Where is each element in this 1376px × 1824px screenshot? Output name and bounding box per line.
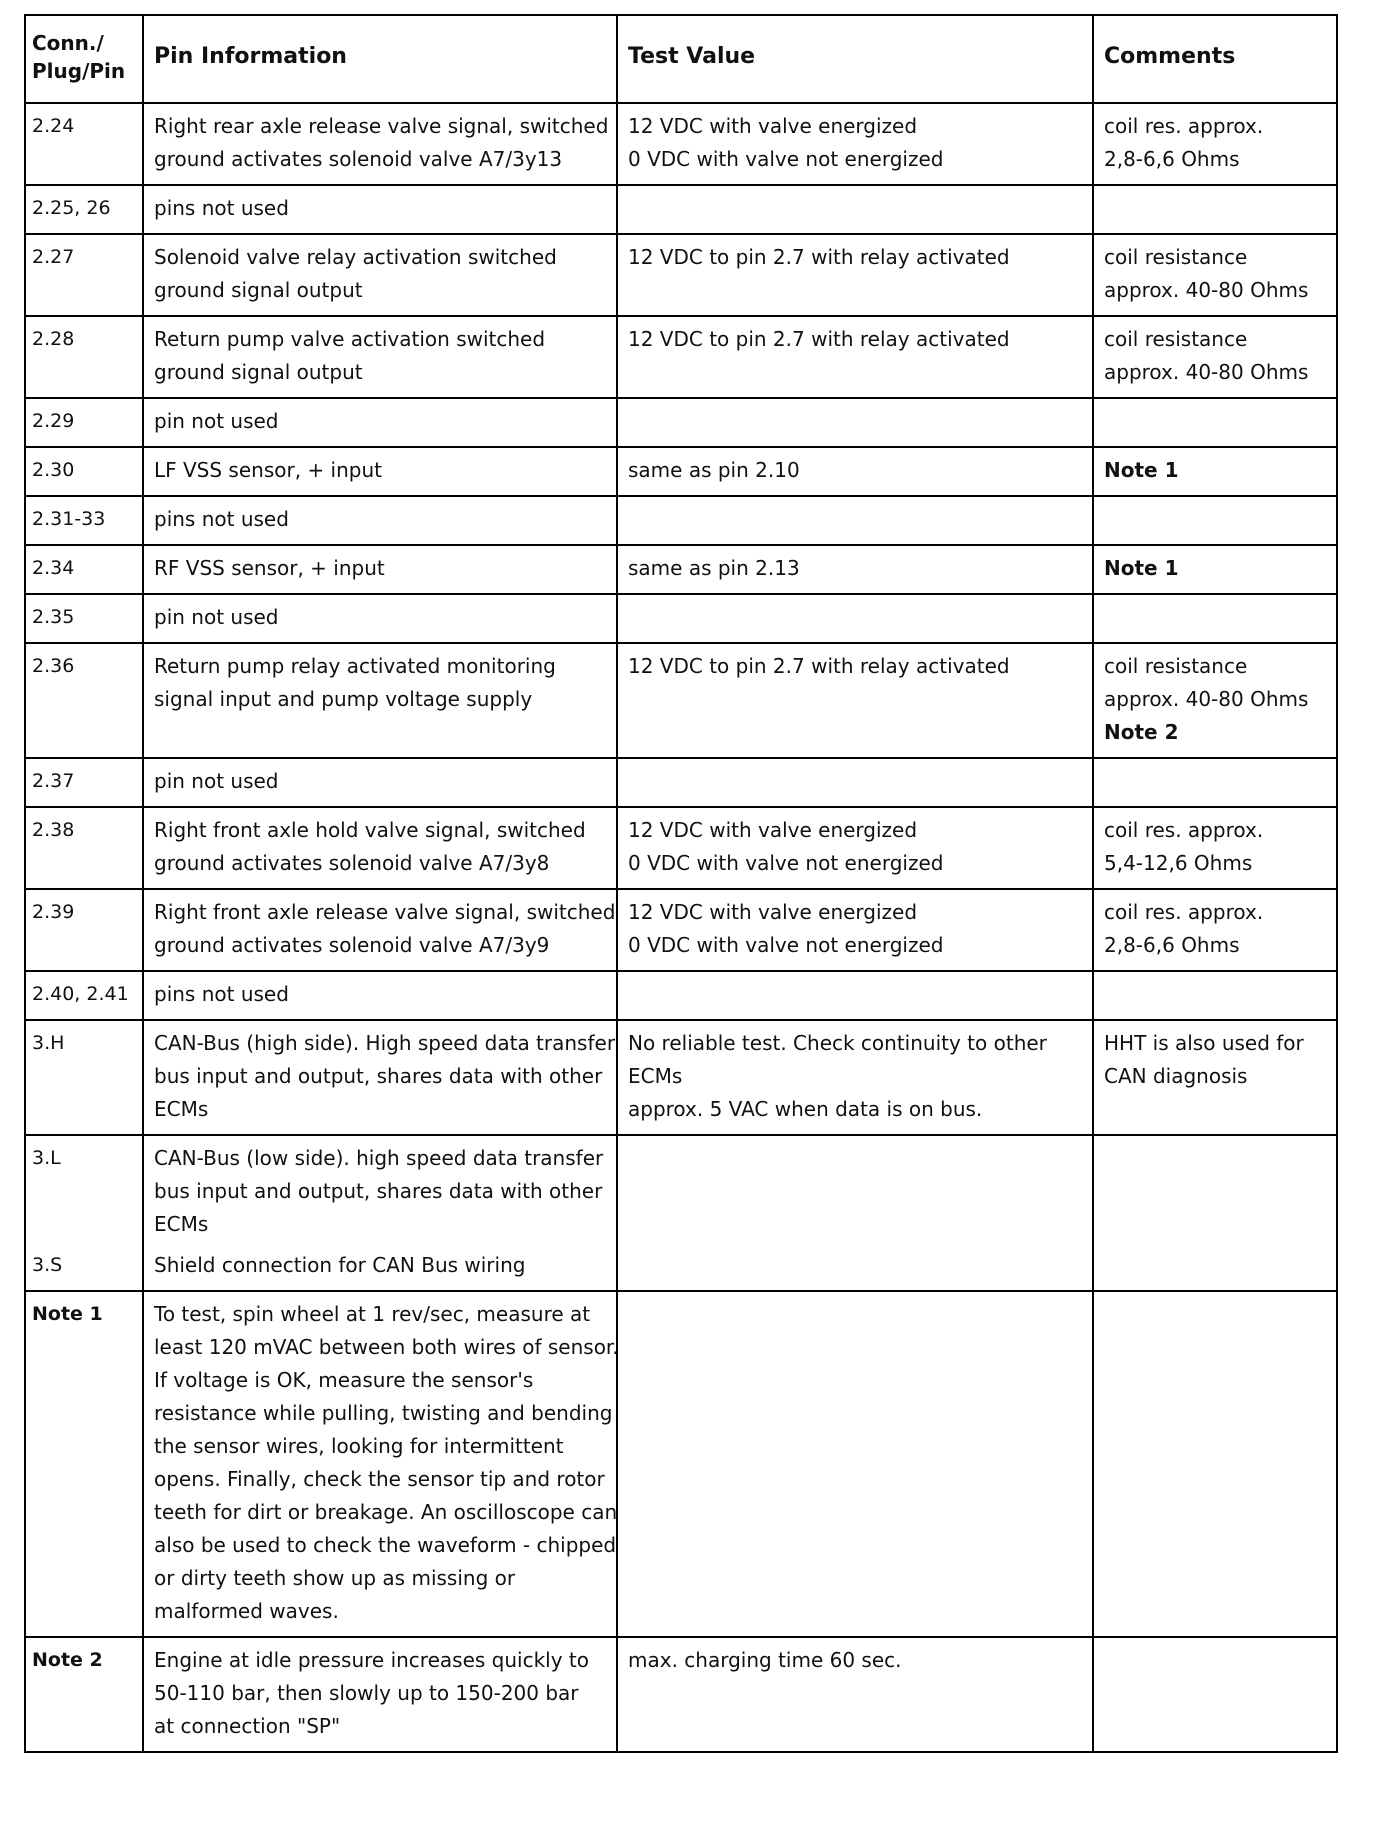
text-line: 0 VDC with valve not energized: [628, 933, 944, 957]
pin-label: 2.34: [32, 557, 75, 579]
table-row: [25, 1020, 1337, 1135]
text-line: bus input and output, shares data with other: [154, 1064, 603, 1088]
cell-test-value: [617, 447, 1093, 496]
cell-test-value: [617, 1135, 1093, 1291]
text-line: pins not used: [154, 982, 289, 1006]
text-line: 12 VDC to pin 2.7 with relay activated: [628, 327, 1010, 351]
cell-test-value: [617, 545, 1093, 594]
text-line: ground signal output: [154, 360, 363, 384]
cell-pin: [25, 496, 143, 545]
text-line: Note 2: [1104, 720, 1179, 744]
cell-pin: [25, 185, 143, 234]
text-line: CAN-Bus (high side). High speed data transfer: [154, 1031, 616, 1055]
cell-comments: [1093, 1020, 1337, 1135]
cell-comments: [1093, 971, 1337, 1020]
table-row: [25, 545, 1337, 594]
text-line: coil resistance: [1104, 245, 1248, 269]
cell-pin: [25, 1020, 143, 1135]
text-line: 12 VDC to pin 2.7 with relay activated: [628, 245, 1010, 269]
cell-test-value: [617, 971, 1093, 1020]
cell-comments: [1093, 234, 1337, 316]
text-line: approx. 40-80 Ohms: [1104, 360, 1309, 384]
text-line: or dirty teeth show up as missing or: [154, 1566, 516, 1590]
pin-label: 2.35: [32, 606, 75, 628]
cell-pin: [25, 545, 143, 594]
text-line: coil res. approx.: [1104, 114, 1264, 138]
text-line: No reliable test. Check continuity to other: [628, 1031, 1047, 1055]
text-line: 2,8-6,6 Ohms: [1104, 147, 1240, 171]
cell-pin: [25, 1135, 143, 1291]
cell-pin: [25, 103, 143, 185]
cell-test-value: [617, 496, 1093, 545]
text-line: ECMs: [154, 1097, 209, 1121]
cell-test-value: [617, 758, 1093, 807]
text-line: 12 VDC with valve energized: [628, 900, 918, 924]
pin-label: 3.L: [32, 1147, 61, 1169]
table-row: [25, 1637, 1337, 1752]
cell-comments: [1093, 447, 1337, 496]
cell-pin-information: [143, 545, 617, 594]
text-line: 2,8-6,6 Ohms: [1104, 933, 1240, 957]
pin-label: Note 2: [32, 1649, 103, 1671]
text-line: 5,4-12,6 Ohms: [1104, 851, 1253, 875]
table-row: [25, 447, 1337, 496]
cell-test-value: [617, 1637, 1093, 1752]
cell-test-value: [617, 103, 1093, 185]
text-line: 50-110 bar, then slowly up to 150-200 bar: [154, 1681, 579, 1705]
cell-pin: [25, 234, 143, 316]
table-row: [25, 1291, 1337, 1637]
cell-pin-information: [143, 496, 617, 545]
pin-label: 2.39: [32, 901, 75, 923]
cell-pin-information: [143, 316, 617, 398]
text-line: signal input and pump voltage supply: [154, 687, 533, 711]
text-line: pins not used: [154, 507, 289, 531]
cell-pin-information: [143, 643, 617, 758]
pin-label: 2.29: [32, 410, 75, 432]
text-line: ground activates solenoid valve A7/3y13: [154, 147, 563, 171]
cell-test-value: [617, 185, 1093, 234]
table-row: [25, 594, 1337, 643]
text-line: Engine at idle pressure increases quickly to: [154, 1648, 589, 1672]
cell-pin: [25, 594, 143, 643]
text-line: 0 VDC with valve not energized: [628, 851, 944, 875]
text-line: pins not used: [154, 196, 289, 220]
text-line: pin not used: [154, 605, 279, 629]
spacer: [32, 1208, 134, 1241]
cell-comments: [1093, 889, 1337, 971]
cell-pin: [25, 447, 143, 496]
text-line: opens. Finally, check the sensor tip and rotor: [154, 1467, 605, 1491]
cell-comments: [1093, 1135, 1337, 1291]
cell-pin-information: [143, 1291, 617, 1637]
table-row: [25, 496, 1337, 545]
text-line: least 120 mVAC between both wires of sensor.: [154, 1335, 619, 1359]
header-conn: Conn./ Plug/Pin: [25, 15, 143, 103]
cell-comments: [1093, 807, 1337, 889]
cell-comments: [1093, 103, 1337, 185]
text-line: coil res. approx.: [1104, 818, 1264, 842]
text-line: at connection "SP": [154, 1714, 341, 1738]
text-line: approx. 5 VAC when data is on bus.: [628, 1097, 983, 1121]
cell-comments: [1093, 1637, 1337, 1752]
table-row: [25, 971, 1337, 1020]
cell-pin: [25, 316, 143, 398]
text-line: same as pin 2.10: [628, 458, 800, 482]
text-line: malformed waves.: [154, 1599, 339, 1623]
text-line: the sensor wires, looking for intermittent: [154, 1434, 564, 1458]
header-row: [25, 15, 1337, 103]
header-test-value: Test Value: [617, 15, 1093, 103]
text-line: max. charging time 60 sec.: [628, 1648, 902, 1672]
text-line: Right front axle release valve signal, switched: [154, 900, 616, 924]
cell-pin-information: [143, 594, 617, 643]
text-line: 12 VDC with valve energized: [628, 818, 918, 842]
cell-test-value: [617, 643, 1093, 758]
text-line: pin not used: [154, 769, 279, 793]
text-line: ground activates solenoid valve A7/3y8: [154, 851, 550, 875]
cell-comments: [1093, 758, 1337, 807]
pin-label: 2.30: [32, 459, 75, 481]
cell-pin: [25, 1291, 143, 1637]
text-line: coil res. approx.: [1104, 900, 1264, 924]
cell-pin: [25, 889, 143, 971]
text-line: RF VSS sensor, + input: [154, 556, 385, 580]
text-line: 12 VDC to pin 2.7 with relay activated: [628, 654, 1010, 678]
table-row: [25, 807, 1337, 889]
cell-comments: [1093, 496, 1337, 545]
text-line: ground signal output: [154, 278, 363, 302]
cell-pin-information: [143, 758, 617, 807]
pin-label: 2.28: [32, 328, 75, 350]
text-line: If voltage is OK, measure the sensor's: [154, 1368, 534, 1392]
spacer: [32, 1241, 134, 1249]
pin-label: 2.40, 2.41: [32, 983, 129, 1005]
spacer: [32, 1175, 134, 1208]
text-line: Right front axle hold valve signal, switched: [154, 818, 586, 842]
table-row: [25, 316, 1337, 398]
table-row: [25, 103, 1337, 185]
cell-test-value: [617, 1020, 1093, 1135]
cell-comments: [1093, 643, 1337, 758]
header-pin-information: Pin Information: [143, 15, 617, 103]
text-line: also be used to check the waveform - chipped: [154, 1533, 617, 1557]
text-line: Right rear axle release valve signal, switched: [154, 114, 609, 138]
cell-test-value: [617, 889, 1093, 971]
table-row: [25, 185, 1337, 234]
cell-test-value: [617, 1291, 1093, 1637]
spacer: [154, 1241, 608, 1249]
cell-pin: [25, 398, 143, 447]
text-line: same as pin 2.13: [628, 556, 800, 580]
pin-label: Note 1: [32, 1303, 103, 1325]
table-row: [25, 234, 1337, 316]
text-line: Return pump valve activation switched: [154, 327, 546, 351]
pin-label: 2.31-33: [32, 508, 106, 530]
pin-label: 3.S: [32, 1254, 63, 1276]
cell-pin-information: [143, 889, 617, 971]
text-line: coil resistance: [1104, 327, 1248, 351]
pin-label: 2.25, 26: [32, 197, 111, 219]
text-line: approx. 40-80 Ohms: [1104, 687, 1309, 711]
text-line: Return pump relay activated monitoring: [154, 654, 556, 678]
cell-test-value: [617, 594, 1093, 643]
text-line: 12 VDC with valve energized: [628, 114, 918, 138]
pin-label: 3.H: [32, 1032, 65, 1054]
cell-pin: [25, 1637, 143, 1752]
cell-pin: [25, 643, 143, 758]
cell-comments: [1093, 1291, 1337, 1637]
text-line: teeth for dirt or breakage. An oscilloscope can: [154, 1500, 618, 1524]
text-line: coil resistance: [1104, 654, 1248, 678]
text-line: approx. 40-80 Ohms: [1104, 278, 1309, 302]
cell-pin-information: [143, 807, 617, 889]
text-line: ECMs: [154, 1212, 209, 1236]
pin-table: [24, 14, 1338, 1753]
text-line: ECMs: [628, 1064, 683, 1088]
cell-comments: [1093, 316, 1337, 398]
text-line: Shield connection for CAN Bus wiring: [154, 1253, 526, 1277]
table-row: [25, 398, 1337, 447]
text-line: pin not used: [154, 409, 279, 433]
pin-label: 2.24: [32, 115, 75, 137]
cell-test-value: [617, 398, 1093, 447]
text-line: HHT is also used for: [1104, 1031, 1304, 1055]
cell-pin: [25, 758, 143, 807]
text-line: Solenoid valve relay activation switched: [154, 245, 557, 269]
cell-pin: [25, 807, 143, 889]
cell-pin: [25, 971, 143, 1020]
cell-pin-information: [143, 103, 617, 185]
cell-pin-information: [143, 447, 617, 496]
header-comments: Comments: [1093, 15, 1337, 103]
cell-comments: [1093, 594, 1337, 643]
cell-test-value: [617, 234, 1093, 316]
cell-pin-information: [143, 971, 617, 1020]
text-line: resistance while pulling, twisting and bending: [154, 1401, 613, 1425]
text-line: To test, spin wheel at 1 rev/sec, measure at: [154, 1302, 591, 1326]
cell-pin-information: [143, 398, 617, 447]
cell-test-value: [617, 807, 1093, 889]
cell-pin-information: [143, 1135, 617, 1291]
text-line: CAN-Bus (low side). high speed data transfer: [154, 1146, 604, 1170]
cell-pin-information: [143, 234, 617, 316]
text-line: ground activates solenoid valve A7/3y9: [154, 933, 550, 957]
text-line: 0 VDC with valve not energized: [628, 147, 944, 171]
cell-pin-information: [143, 185, 617, 234]
cell-pin-information: [143, 1637, 617, 1752]
pin-label: 2.36: [32, 655, 75, 677]
text-line: Note 1: [1104, 556, 1179, 580]
pin-label: 2.37: [32, 770, 75, 792]
cell-test-value: [617, 316, 1093, 398]
cell-comments: [1093, 398, 1337, 447]
table-body: [25, 103, 1337, 1752]
text-line: bus input and output, shares data with other: [154, 1179, 603, 1203]
pin-label: 2.27: [32, 246, 75, 268]
cell-pin-information: [143, 1020, 617, 1135]
text-line: LF VSS sensor, + input: [154, 458, 382, 482]
pin-label: 2.38: [32, 819, 75, 841]
document-page: [24, 14, 1336, 1753]
table-row: [25, 643, 1337, 758]
table-row: [25, 758, 1337, 807]
table-row: [25, 889, 1337, 971]
text-line: CAN diagnosis: [1104, 1064, 1248, 1088]
text-line: Note 1: [1104, 458, 1179, 482]
cell-comments: [1093, 545, 1337, 594]
table-row: [25, 1135, 1337, 1291]
cell-comments: [1093, 185, 1337, 234]
